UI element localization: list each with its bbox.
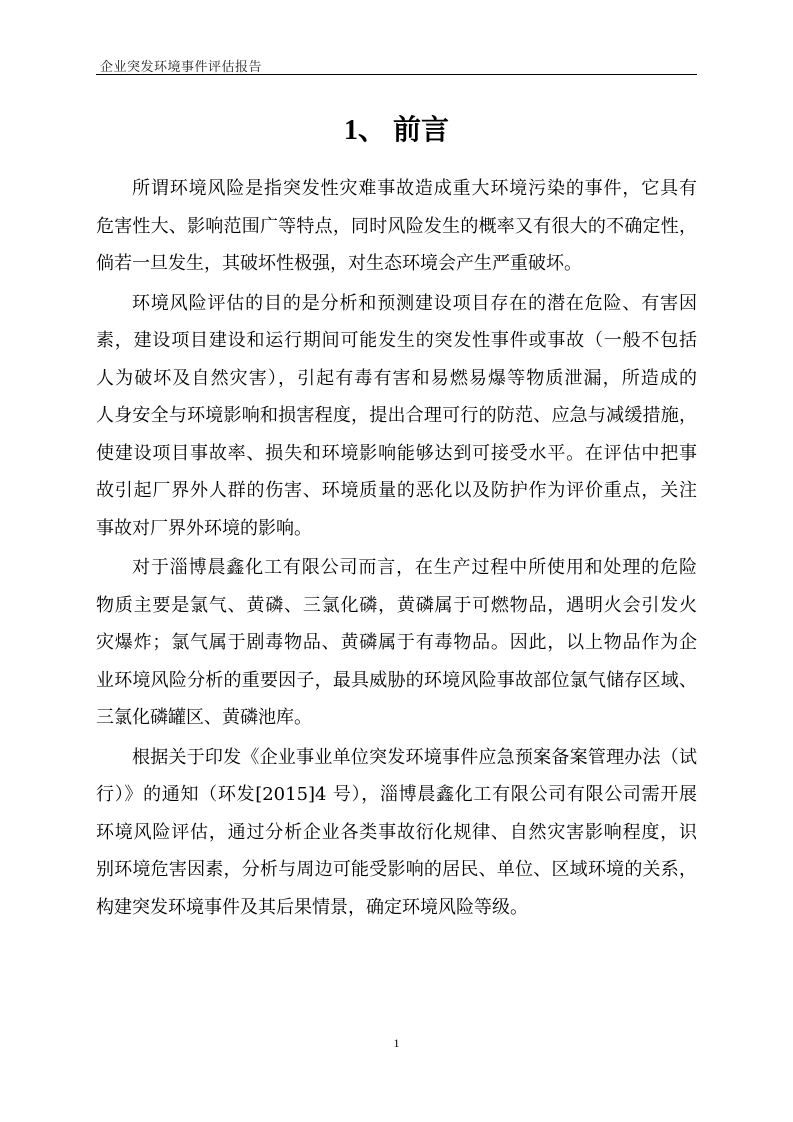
paragraph-line: 故引起厂界外人群的伤害、环境质量的恶化以及防护作为评价重点，关注 xyxy=(96,480,697,501)
paragraph-line: 事故对厂界外环境的影响。 xyxy=(96,517,312,539)
paragraph-line: 业环境风险分析的重要因子，最具威胁的环境风险事故部位氯气储存区域、 xyxy=(96,669,697,691)
paragraph-line: 灾爆炸；氯气属于剧毒物品、黄磷属于有毒物品。因此，以上物品作为企 xyxy=(96,632,697,653)
paragraph-line: 行）》的通知（环发[2015]4 号），淄博晨鑫化工有限公司有限公司需开展 xyxy=(96,784,697,805)
page-number: 1 xyxy=(393,1036,400,1050)
paragraph xyxy=(96,549,697,737)
paragraph-line: 根据关于印发《企业事业单位突发环境事件应急预案备案管理办法（试 xyxy=(132,746,697,768)
paragraph-line: 环境风险评估的目的是分析和预测建设项目存在的潜在危险、有害因 xyxy=(132,292,697,314)
paragraph-line: 三氯化磷罐区、黄磷池库。 xyxy=(96,707,312,728)
section-title: 1、 前言 xyxy=(343,115,449,146)
paragraph-line: 使建设项目事故率、损失和环境影响能够达到可接受水平。在评估中把事 xyxy=(96,442,697,464)
paragraph-line: 素，建设项目建设和运行期间可能发生的突发性事件或事故（一般不包括 xyxy=(96,330,697,351)
paragraph-line: 倘若一旦发生，其破坏性极强，对生态环境会产生严重破坏。 xyxy=(96,253,582,274)
paragraph-line: 人身安全与环境影响和损害程度，提出合理可行的防范、应急与减缓措施， xyxy=(96,405,697,426)
paragraph-line: 别环境危害因素，分析与周边可能受影响的居民、单位、区域环境的关系， xyxy=(96,859,697,880)
document-body xyxy=(96,170,697,928)
paragraph xyxy=(96,285,697,548)
paragraph-line: 物质主要是氯气、黄磷、三氯化磷，黄磷属于可燃物品，遇明火会引发火 xyxy=(96,594,697,616)
header-rule xyxy=(96,74,697,75)
paragraph-line: 对于淄博晨鑫化工有限公司而言，在生产过程中所使用和处理的危险 xyxy=(132,557,697,578)
running-header: 企业突发环境事件评估报告 xyxy=(100,60,263,75)
paragraph xyxy=(96,739,697,927)
paragraph-line: 构建突发环境事件及其后果情景，确定环境风险等级。 xyxy=(96,896,528,918)
paragraph-line: 环境风险评估，通过分析企业各类事故衍化规律、自然灾害影响程度，识 xyxy=(96,821,697,843)
paragraph-line: 危害性大、影响范围广等特点，同时风险发生的概率又有很大的不确定性， xyxy=(96,215,697,237)
paragraph-line: 所谓环境风险是指突发性灾难事故造成重大环境污染的事件，它具有 xyxy=(132,178,697,199)
paragraph-line: 人为破坏及自然灾害），引起有毒有害和易燃易爆等物质泄漏，所造成的 xyxy=(96,367,697,389)
paragraph xyxy=(96,170,697,283)
